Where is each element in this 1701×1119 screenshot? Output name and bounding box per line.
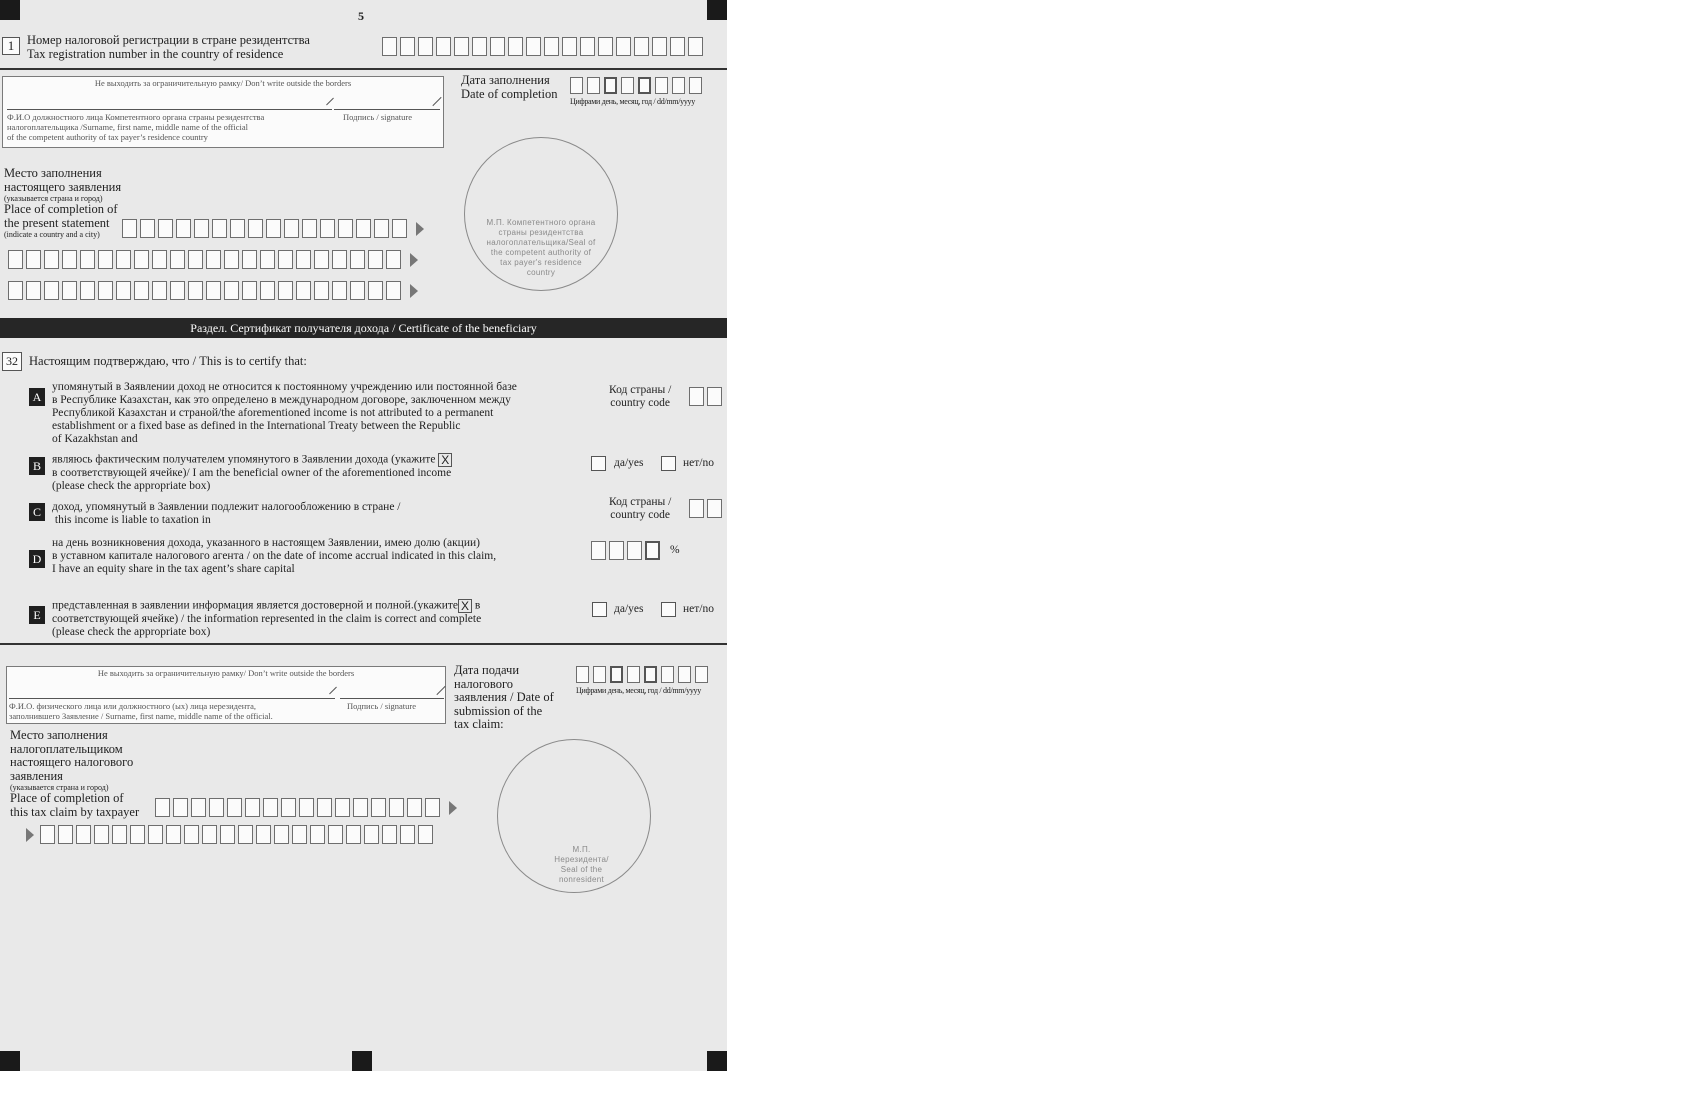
divider: [0, 643, 727, 645]
char-box[interactable]: [248, 219, 263, 238]
char-box[interactable]: [242, 281, 257, 300]
caption-line: Ф.И.О. физического лица или должностного (ых) лица нерезидента,: [9, 701, 257, 711]
text-line: (please check the appropriate box): [52, 626, 211, 638]
taxpayer-place-input-line-1[interactable]: [155, 798, 457, 817]
form-page: [0, 0, 727, 1071]
country-code-label-en: country code: [610, 397, 671, 409]
date-of-completion-input[interactable]: [570, 77, 706, 94]
char-box[interactable]: [116, 250, 131, 269]
char-box[interactable]: [689, 77, 702, 94]
char-box[interactable]: [170, 281, 185, 300]
text-line: of Kazakhstan and: [52, 433, 138, 445]
divider: [436, 686, 445, 695]
arrow-right-icon: [449, 801, 457, 815]
char-box[interactable]: [386, 250, 401, 269]
signature-line: [340, 698, 444, 699]
char-box[interactable]: [678, 666, 691, 683]
char-box[interactable]: [44, 250, 59, 269]
place-hint-ru: (указывается страна и город): [4, 194, 103, 203]
date-label-line: налогового: [454, 676, 514, 691]
equity-share-input[interactable]: [591, 541, 663, 560]
char-box[interactable]: [62, 281, 77, 300]
char-box[interactable]: [368, 281, 383, 300]
field-1-number: 1: [2, 37, 20, 55]
char-box[interactable]: [591, 541, 606, 560]
char-box[interactable]: [707, 387, 722, 406]
no-checkbox-b[interactable]: [661, 456, 676, 471]
place-label-en: the present statement: [4, 215, 110, 230]
char-box[interactable]: [350, 250, 365, 269]
char-box[interactable]: [644, 666, 657, 683]
taxpayer-signature-box[interactable]: [6, 666, 446, 724]
char-box[interactable]: [263, 798, 278, 817]
char-box[interactable]: [562, 37, 577, 56]
char-box[interactable]: [425, 798, 440, 817]
char-box[interactable]: [206, 281, 221, 300]
text-line: на день возникновения дохода, указанного в настоящем Заявлении, имею долю (акции): [52, 537, 480, 549]
char-box[interactable]: [224, 250, 239, 269]
char-box[interactable]: [155, 798, 170, 817]
char-box[interactable]: [40, 825, 55, 844]
char-box[interactable]: [490, 37, 505, 56]
char-box[interactable]: [76, 825, 91, 844]
char-box[interactable]: [245, 798, 260, 817]
date-of-completion-label: [461, 74, 558, 101]
char-box[interactable]: [134, 250, 149, 269]
char-box[interactable]: [593, 666, 606, 683]
text-line: (please check the appropriate box): [52, 480, 211, 492]
char-box[interactable]: [209, 798, 224, 817]
char-box[interactable]: [353, 798, 368, 817]
taxpayer-name-caption: [9, 701, 273, 721]
char-box[interactable]: [609, 541, 624, 560]
char-box[interactable]: [689, 499, 704, 518]
char-box[interactable]: [371, 798, 386, 817]
arrow-right-icon: [410, 253, 418, 267]
char-box[interactable]: [317, 798, 332, 817]
char-box[interactable]: [58, 825, 73, 844]
char-box[interactable]: [610, 666, 623, 683]
char-box[interactable]: [170, 250, 185, 269]
char-box[interactable]: [122, 219, 137, 238]
char-box[interactable]: [80, 250, 95, 269]
date-label-en: Date of completion: [461, 86, 558, 101]
char-box[interactable]: [296, 281, 311, 300]
text-line: Республикой Казахстан и страной/the aforementioned income is not attributed to a permanent: [52, 407, 494, 419]
nonresident-seal-placeholder: [497, 739, 651, 893]
char-box[interactable]: [576, 666, 589, 683]
no-label: нет/no: [683, 457, 714, 469]
char-box[interactable]: [281, 798, 296, 817]
char-box[interactable]: [356, 219, 371, 238]
char-box[interactable]: [454, 37, 469, 56]
char-box[interactable]: [386, 281, 401, 300]
tax-registration-number-input[interactable]: [382, 37, 706, 56]
char-box[interactable]: [332, 250, 347, 269]
char-box[interactable]: [152, 281, 167, 300]
text-line: в соответствующей ячейке)/ I am the beneficial owner of the aforementioned income: [52, 467, 452, 479]
char-box[interactable]: [278, 281, 293, 300]
char-box[interactable]: [350, 281, 365, 300]
item-letter-c: C: [29, 503, 45, 521]
date-format-hint: Цифрами день, месяц, год / dd/mm/yyyy: [570, 97, 695, 106]
registration-mark: [352, 1051, 372, 1071]
country-code-label: [609, 384, 671, 410]
char-box[interactable]: [256, 825, 271, 844]
item-e-text: [52, 599, 592, 639]
char-box[interactable]: [544, 37, 559, 56]
text-fragment: в: [474, 599, 481, 612]
char-box[interactable]: [274, 825, 289, 844]
char-box[interactable]: [152, 250, 167, 269]
char-box[interactable]: [332, 281, 347, 300]
text-line: I have an equity share in the tax agent’s share capital: [52, 563, 295, 575]
char-box[interactable]: [194, 219, 209, 238]
registration-mark: [707, 0, 727, 20]
place-label-en: Place of completion of: [4, 202, 118, 216]
char-box[interactable]: [26, 281, 41, 300]
text-line: в Республике Казахстан, как это определено в международном договоре, заключенном между: [52, 394, 511, 406]
char-box[interactable]: [689, 387, 704, 406]
taxpayer-place-input-line-2[interactable]: [26, 825, 436, 844]
signature-line: [334, 109, 440, 110]
char-box[interactable]: [220, 825, 235, 844]
country-code-label-ru: Код страны /: [609, 496, 672, 508]
date-label-line: заявления / Date of: [454, 690, 554, 704]
char-box[interactable]: [260, 250, 275, 269]
char-box[interactable]: [526, 37, 541, 56]
char-box[interactable]: [508, 37, 523, 56]
char-box[interactable]: [580, 37, 595, 56]
place-label-ru: настоящего заявления: [4, 179, 122, 194]
text-line: соответствующей ячейке) / the information represented in the claim is correct and complete: [52, 613, 482, 625]
name-line: [9, 698, 335, 699]
char-box[interactable]: [661, 666, 674, 683]
char-box[interactable]: [98, 250, 113, 269]
char-box[interactable]: [320, 219, 335, 238]
char-box[interactable]: [134, 281, 149, 300]
seal-text: М.П. Компетентного органа страны резидентства налогоплательщика/Seal of the competent authority of tax payer's residence country: [486, 218, 596, 277]
divider: [329, 687, 337, 695]
caption-line: заполнившего Заявление / Surname, first name, middle name of the official.: [9, 711, 273, 721]
char-box[interactable]: [598, 37, 613, 56]
char-box[interactable]: [158, 219, 173, 238]
char-box[interactable]: [638, 77, 651, 94]
char-box[interactable]: [166, 825, 181, 844]
char-box[interactable]: [670, 37, 685, 56]
char-box[interactable]: [238, 825, 253, 844]
divider: [432, 97, 441, 106]
date-label-line: submission of the: [454, 703, 543, 718]
place-label-line: Place of completion of: [10, 791, 124, 805]
char-box[interactable]: [707, 499, 722, 518]
char-box[interactable]: [310, 825, 325, 844]
char-box[interactable]: [8, 281, 23, 300]
official-signature-box[interactable]: [2, 76, 444, 148]
registration-mark: [707, 1051, 727, 1071]
char-box[interactable]: [328, 825, 343, 844]
char-box[interactable]: [627, 541, 642, 560]
yes-label: да/yes: [614, 603, 644, 615]
char-box[interactable]: [604, 77, 617, 94]
char-box[interactable]: [130, 825, 145, 844]
char-box[interactable]: [266, 219, 281, 238]
char-box[interactable]: [140, 219, 155, 238]
text-line: упомянутый в Заявлении доход не относится к постоянному учреждению или постоянной базе: [52, 381, 517, 393]
char-box[interactable]: [227, 798, 242, 817]
item-letter-b: B: [29, 457, 45, 475]
place-label-line: this tax claim by taxpayer: [10, 804, 140, 819]
char-box[interactable]: [302, 219, 317, 238]
caption-line: of the competent authority of tax payer’s residence country: [7, 132, 208, 142]
arrow-right-icon: [416, 222, 424, 236]
field-32-number: 32: [2, 352, 22, 371]
char-box[interactable]: [652, 37, 667, 56]
place-input-line-2[interactable]: [8, 250, 418, 269]
char-box[interactable]: [364, 825, 379, 844]
char-box[interactable]: [98, 281, 113, 300]
char-box[interactable]: [44, 281, 59, 300]
char-box[interactable]: [655, 77, 668, 94]
text-line: представленная в заявлении информация является достоверной и полной.(укажите: [52, 599, 459, 612]
official-name-caption: [7, 112, 264, 142]
char-box[interactable]: [8, 250, 23, 269]
char-box[interactable]: [587, 77, 600, 94]
divider: [326, 98, 334, 106]
yes-checkbox-b[interactable]: [591, 456, 606, 471]
text-line: establishment or a fixed base as defined in the International Treaty between the Republic: [52, 420, 461, 432]
yes-label: да/yes: [614, 457, 644, 469]
char-box[interactable]: [621, 77, 634, 94]
item-letter-d: D: [29, 550, 45, 568]
place-label-line: заявления: [10, 768, 63, 783]
x-mark-example: X: [458, 599, 472, 613]
no-label: нет/no: [683, 603, 714, 615]
no-checkbox-e[interactable]: [661, 602, 676, 617]
char-box[interactable]: [80, 281, 95, 300]
char-box[interactable]: [346, 825, 361, 844]
place-hint-en: (indicate a country and a city): [4, 230, 100, 239]
percent-sign: %: [670, 544, 680, 556]
place-label-line: настоящего налогового: [10, 755, 134, 769]
caption-line: налогоплательщика /Surname, first name, middle name of the official: [7, 122, 249, 132]
char-box[interactable]: [94, 825, 109, 844]
char-box[interactable]: [436, 37, 451, 56]
arrow-right-icon: [410, 284, 418, 298]
char-box[interactable]: [116, 281, 131, 300]
divider: [0, 68, 727, 70]
char-box[interactable]: [292, 825, 307, 844]
char-box[interactable]: [374, 219, 389, 238]
date-format-hint: Цифрами день, месяц, год / dd/mm/yyyy: [576, 686, 701, 695]
country-code-label-en: country code: [610, 509, 671, 521]
char-box[interactable]: [230, 219, 245, 238]
place-label-ru: Место заполнения: [4, 166, 102, 180]
seal-placeholder: [464, 137, 618, 291]
char-box[interactable]: [407, 798, 422, 817]
char-box[interactable]: [695, 666, 708, 683]
char-box[interactable]: [112, 825, 127, 844]
char-box[interactable]: [278, 250, 293, 269]
place-input-line-1[interactable]: [122, 219, 424, 238]
char-box[interactable]: [645, 541, 660, 560]
char-box[interactable]: [224, 281, 239, 300]
char-box[interactable]: [389, 798, 404, 817]
place-hint: (указывается страна и город): [10, 783, 109, 792]
date-of-submission-input[interactable]: [576, 666, 712, 683]
char-box[interactable]: [176, 219, 191, 238]
char-box[interactable]: [627, 666, 640, 683]
item-b-text: [52, 453, 582, 493]
place-label-line: Место заполнения: [10, 728, 108, 742]
char-box[interactable]: [338, 219, 353, 238]
no-write-note: Не выходить за ограничительную рамку/ Don’t write outside the borders: [97, 668, 355, 678]
char-box[interactable]: [212, 219, 227, 238]
date-label-line: Дата подачи: [454, 663, 520, 677]
char-box[interactable]: [472, 37, 487, 56]
section-banner: Раздел. Сертификат получателя дохода / Certificate of the beneficiary: [0, 318, 727, 338]
char-box[interactable]: [299, 798, 314, 817]
date-label-line: tax claim:: [454, 717, 504, 731]
country-code-label-ru: Код страны /: [609, 384, 672, 396]
field-1-label-ru: Номер налоговой регистрации в стране резидентства: [27, 33, 310, 47]
signature-caption: Подпись / signature: [343, 112, 412, 122]
registration-mark: [0, 0, 20, 20]
field-32-label: Настоящим подтверждаю, что / This is to certify that:: [29, 354, 307, 368]
char-box[interactable]: [62, 250, 77, 269]
item-letter-a: A: [29, 388, 45, 406]
char-box[interactable]: [368, 250, 383, 269]
item-a-text: [52, 381, 582, 446]
date-of-submission-label: [454, 664, 554, 732]
page-number: 5: [358, 9, 364, 23]
char-box[interactable]: [206, 250, 221, 269]
field-1-label-en: Tax registration number in the country of residence: [27, 46, 284, 61]
char-box[interactable]: [173, 798, 188, 817]
country-code-label: [609, 496, 671, 522]
seal-text: М.П. Нерезидента/ Seal of the nonresident: [554, 845, 609, 884]
char-box[interactable]: [188, 250, 203, 269]
registration-mark: [0, 1051, 20, 1071]
char-box[interactable]: [184, 825, 199, 844]
char-box[interactable]: [335, 798, 350, 817]
name-line: [7, 109, 332, 110]
place-of-completion-label: [4, 167, 121, 239]
char-box[interactable]: [148, 825, 163, 844]
char-box[interactable]: [296, 250, 311, 269]
item-letter-e: E: [29, 606, 45, 624]
yes-checkbox-e[interactable]: [592, 602, 607, 617]
char-box[interactable]: [418, 825, 433, 844]
char-box[interactable]: [634, 37, 649, 56]
char-box[interactable]: [392, 219, 407, 238]
x-mark-example: X: [438, 453, 452, 467]
char-box[interactable]: [382, 37, 397, 56]
date-label-ru: Дата заполнения: [461, 73, 550, 87]
caption-line: Ф.И.О должностного лица Компетентного органа страны резидентства: [7, 112, 265, 122]
text-line: являюсь фактическим получателем упомянутого в Заявлении дохода (укажите: [52, 453, 436, 466]
char-box[interactable]: [191, 798, 206, 817]
char-box[interactable]: [382, 825, 397, 844]
char-box[interactable]: [260, 281, 275, 300]
char-box[interactable]: [616, 37, 631, 56]
field-1-label: [27, 34, 310, 61]
char-box[interactable]: [26, 250, 41, 269]
arrow-right-icon: [26, 828, 34, 842]
text-line: в уставном капитале налогового агента / on the date of income accrual indicated in this claim,: [52, 550, 497, 562]
place-label-line: налогоплательщиком: [10, 741, 123, 756]
char-box[interactable]: [400, 37, 415, 56]
place-input-line-3[interactable]: [8, 281, 418, 300]
char-box[interactable]: [570, 77, 583, 94]
char-box[interactable]: [672, 77, 685, 94]
taxpayer-place-label: [10, 729, 139, 819]
signature-caption: Подпись / signature: [347, 701, 416, 711]
char-box[interactable]: [314, 281, 329, 300]
country-code-input-a[interactable]: [689, 387, 725, 406]
item-d-text: [52, 537, 592, 576]
text-line: доход, упомянутый в Заявлении подлежит налогообложению в стране /: [52, 501, 401, 513]
char-box[interactable]: [242, 250, 257, 269]
item-c-text: [52, 501, 572, 527]
char-box[interactable]: [688, 37, 703, 56]
no-write-note: Не выходить за ограничительную рамку/ Don’t write outside the borders: [94, 78, 352, 88]
char-box[interactable]: [418, 37, 433, 56]
char-box[interactable]: [202, 825, 217, 844]
char-box[interactable]: [400, 825, 415, 844]
text-line: this income is liable to taxation in: [52, 514, 211, 526]
char-box[interactable]: [284, 219, 299, 238]
country-code-input-c[interactable]: [689, 499, 725, 518]
char-box[interactable]: [188, 281, 203, 300]
char-box[interactable]: [314, 250, 329, 269]
